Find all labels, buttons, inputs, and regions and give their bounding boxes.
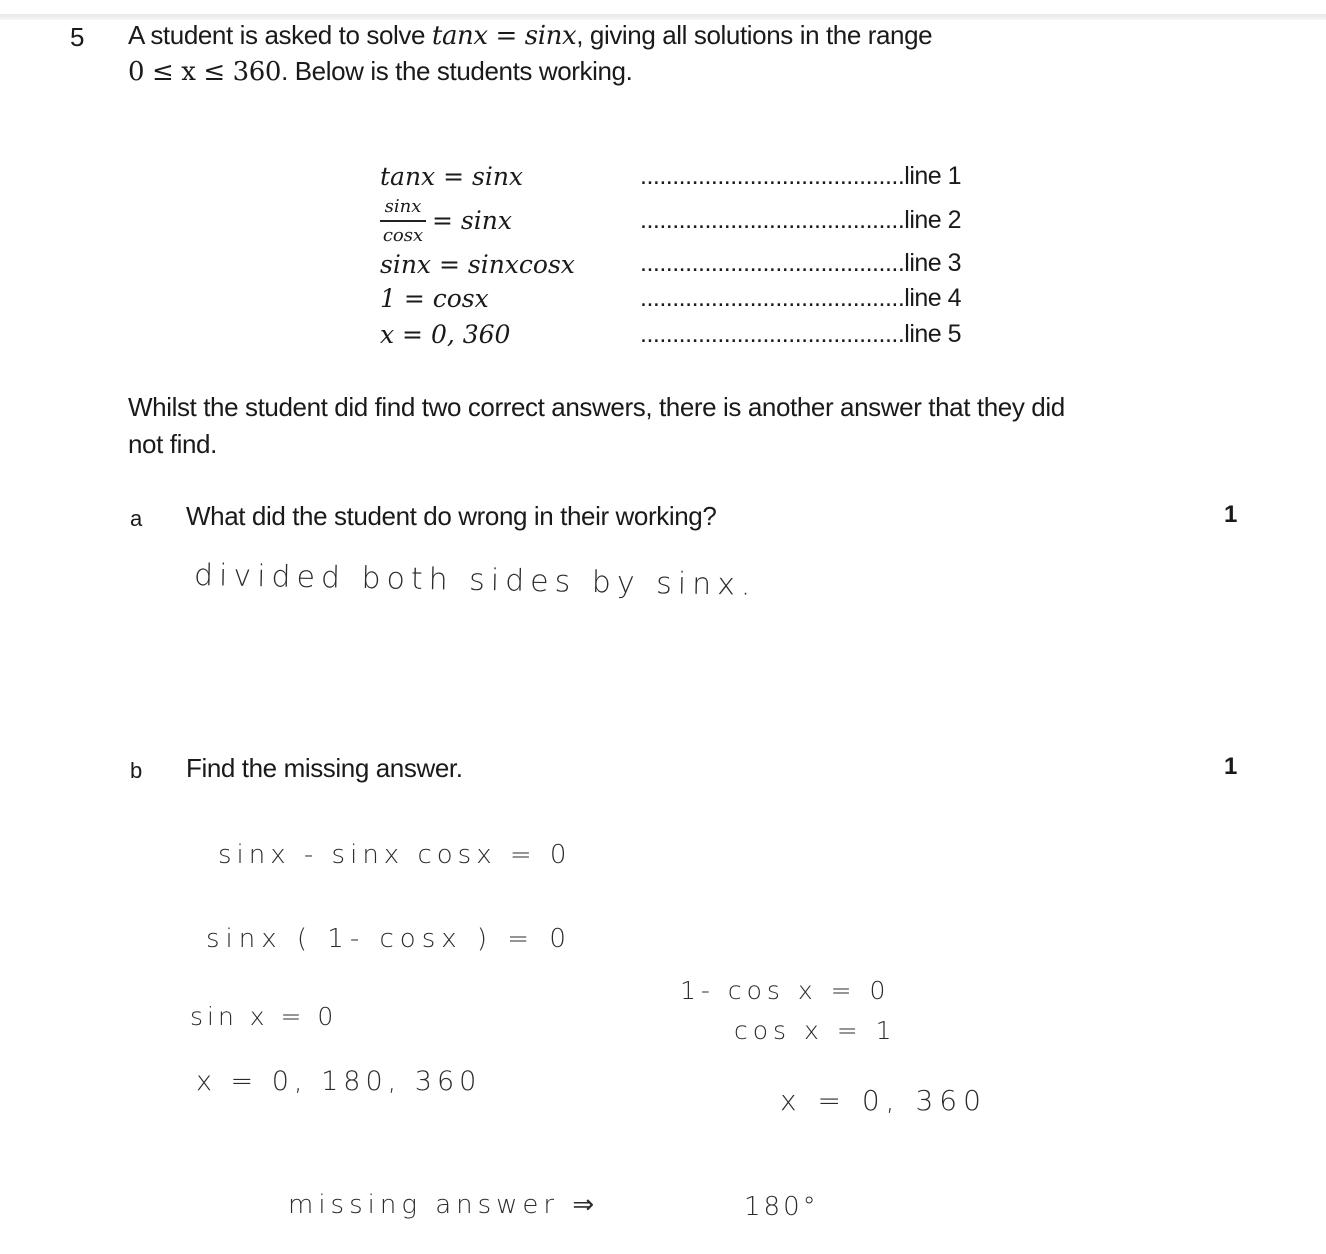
intro-text-post: , giving all solutions in the range [576,20,933,50]
intro-line2-text: . Below is the students working. [281,56,633,86]
line-label: line 2 [904,206,962,234]
part-a-handwritten-answer: divided both sides by sinx. [193,558,757,603]
intro-text-pre: A student is asked to solve [128,20,426,50]
handwritten-right-line-1: 1- cos x = 0 [680,976,891,1005]
question-intro-line2 [128,56,632,87]
part-b-marks: 1 [1224,753,1237,780]
leader-dots: ......................................... [640,206,905,234]
working-line-5-expr: x = 0, 360 [380,320,511,349]
part-b-question: Find the missing answer. [186,753,463,783]
question-number: 5 [70,22,85,52]
working-line-2-rhs: = sinx [432,206,512,235]
handwritten-line-3: sin x = 0 [190,1002,338,1031]
handwritten-line-4: x = 0, 180, 360 [196,1066,482,1097]
working-line-1-expr: tanx = sinx [380,162,524,191]
working-line-3-label [640,249,961,278]
leader-dots: ......................................... [640,320,905,348]
line-label: line 5 [904,320,962,348]
question-intro-line1 [128,20,932,51]
intro-equation: tanx = sinx [431,21,577,51]
fraction-numerator: sinx [384,196,422,217]
handwritten-right-line-3: x = 0, 360 [780,1084,987,1117]
fraction-bar [380,220,426,222]
intro-range: 0 ≤ x ≤ 360 [128,57,282,87]
line-label: line 1 [904,162,962,190]
handwritten-missing-answer-value: 180° [744,1192,819,1222]
leader-dots: ......................................... [640,284,905,312]
working-line-2-label [640,206,961,235]
line-label: line 4 [904,284,962,312]
part-a-question: What did the student do wrong in their working? [186,501,717,531]
handwritten-line-2: sinx ( 1- cosx ) = 0 [206,924,572,954]
leader-dots: ......................................... [640,249,905,277]
working-line-5-label [640,320,961,349]
handwritten-line-1: sinx - sinx cosx = 0 [218,840,572,870]
working-line-2-fraction [380,196,426,246]
line-label: line 3 [904,249,962,277]
statement-line2: not find. [128,429,217,459]
leader-dots: ......................................... [640,162,905,190]
handwritten-missing-answer-label: missing answer ⇒ [288,1190,600,1220]
statement-line1: Whilst the student did find two correct answers, there is another answer that they did [128,392,1065,422]
part-a-marks: 1 [1224,501,1237,528]
part-a-letter: a [130,506,143,531]
working-line-4-label [640,284,961,313]
working-line-3-expr: sinx = sinxcosx [380,250,575,279]
part-b-letter: b [130,758,143,783]
working-line-1-label [640,162,961,191]
working-line-4-expr: 1 = cosx [380,284,489,313]
handwritten-right-line-2: cos x = 1 [734,1016,897,1045]
fraction-denominator: cosx [382,224,424,246]
